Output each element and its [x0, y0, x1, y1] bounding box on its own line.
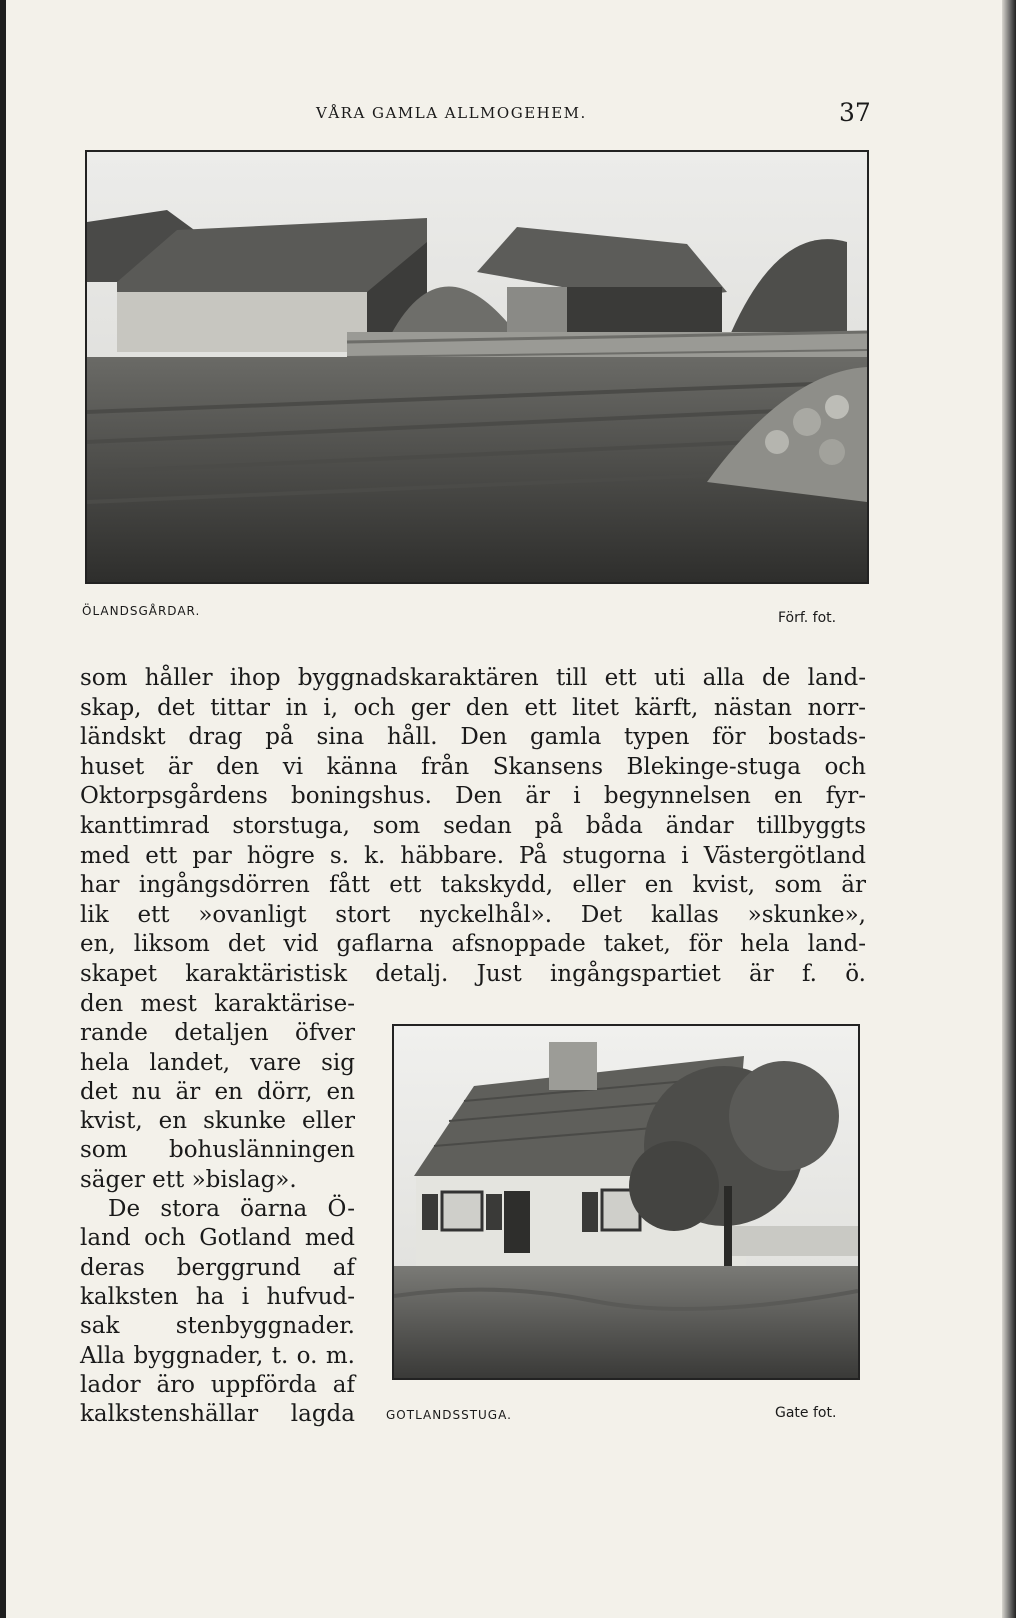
text-line: deras berggrund af [80, 1254, 355, 1281]
body-paragraph-narrow [80, 990, 355, 1429]
text-line: lador äro uppförda af [80, 1371, 355, 1398]
text-line: med ett par högre s. k. häbbare. På stugorna i Västergötland [80, 842, 866, 869]
figure-caption: ÖLANDSGÅRDAR. [82, 604, 201, 618]
text-line: skap, det tittar in i, och ger den ett litet kärft, nästan norr- [80, 694, 866, 721]
text-line: har ingångsdörren fått ett takskydd, eller en kvist, som är [80, 872, 866, 899]
text-line: Alla byggnader, t. o. m. [80, 1342, 355, 1369]
running-header [0, 100, 1016, 130]
text-line: skapet karaktäristisk detalj. Just ingångspartiet är f. ö. [80, 960, 866, 987]
text-line: hela landet, vare sig [80, 1049, 355, 1076]
text-line: som håller ihop byggnadskaraktären till ett uti alla de land- [80, 665, 866, 691]
text-line: säger ett »bislag». [80, 1166, 297, 1193]
text-line: kvist, en skunke eller [80, 1108, 355, 1135]
text-line: det nu är en dörr, en [80, 1078, 355, 1105]
text-line: kanttimrad storstuga, som sedan på båda ändar tillbyggts [80, 812, 866, 839]
text-line: Oktorpsgårdens boningshus. Den är i begynnelsen en fyr- [80, 783, 866, 810]
text-line: den mest karaktärise- [80, 991, 355, 1017]
text-line: land och Gotland med [80, 1225, 355, 1252]
page-number: 37 [839, 98, 871, 127]
text-line: rande detaljen öfver [80, 1020, 355, 1047]
figure-credit: Förf. fot. [778, 610, 837, 626]
text-line: en, liksom det vid gaflarna afsnoppade taket, för hela land- [80, 931, 866, 958]
text-line: huset är den vi känna från Skansens Blekinge-stuga och [80, 753, 866, 780]
photo-olandsgardar [85, 150, 869, 584]
text-line: De stora öarna Ö- [108, 1196, 355, 1223]
running-title: VÅRA GAMLA ALLMOGEHEM. [316, 104, 587, 122]
figure-credit: Gate fot. [775, 1405, 837, 1421]
figure-caption: GOTLANDSSTUGA. [386, 1408, 512, 1422]
text-line: kalkstenshällar lagda [80, 1401, 355, 1428]
scan-left-edge [0, 0, 6, 1618]
scan-right-edge [1002, 0, 1016, 1618]
photo-gotlandsstuga [392, 1024, 860, 1380]
body-paragraph [80, 664, 866, 990]
text-line: lik ett »ovanligt stort nyckelhål». Det kallas »skunke», [80, 901, 866, 928]
text-line: sak stenbyggnader. [80, 1313, 355, 1340]
photo-cottage-icon [394, 1026, 858, 1378]
text-line: kalksten ha i hufvud- [80, 1283, 355, 1310]
photo-farm-buildings-icon [87, 152, 867, 582]
text-line: ländskt drag på sina håll. Den gamla typen för bostads- [80, 724, 866, 751]
text-line: som bohuslänningen [80, 1137, 355, 1164]
